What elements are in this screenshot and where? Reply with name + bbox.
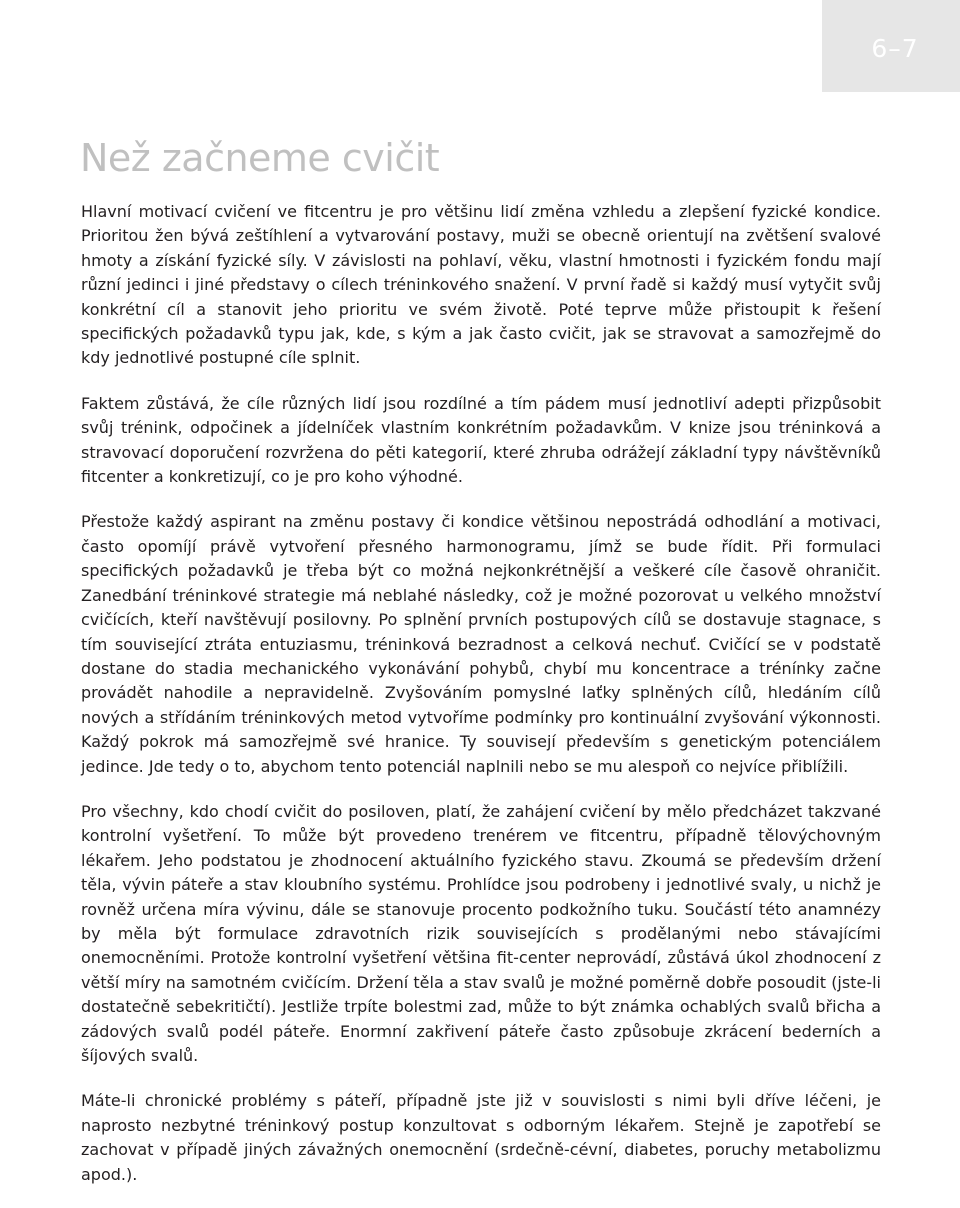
- paragraph-individual-goals: Faktem zůstává, že cíle různých lidí jsou rozdílné a tím pádem musí jednotliví adepti přizpůsobit svůj trénink, odpočinek a jídelníček vlastním konkrétním požadavkům. V knize jsou tréninková a stravovací doporučení rozvržena do pěti kategorií, které zhruba odrážejí základní typy návštěvníků fitcenter a konkretizují, co je pro koho výhodné.: [81, 393, 881, 487]
- paragraph-medical-check: Pro všechny, kdo chodí cvičit do posiloven, platí, že zahájení cvičení by mělo předcházet takzvané kontrolní vyšetření. To může být provedeno trenérem ve fitcentru, případně tělovýchovným lékařem. Jeho podstatou je zhodnocení aktuálního fyzického stavu. Zkoumá se především držení těla, vývin páteře a stav kloubního systému. Prohlídce jsou podrobeny i jednotlivé svaly, u nichž je rovněž určena míra vývinu, dále se stanovuje procento podkožního tuku. Součástí této anamnézy by měla být formulace zdravotních rizik souvisejících s prodělanými nebo stávajícími onemocněními. Protože kontrolní vyšetření většina fit-center neprovádí, zůstává úkol zhodnocení z větší míry na samotném cvičícím. Držení těla a stav svalů je možné poměrně dobře posoudit (jste-li dostatečně sebekritičtí). Jestliže trpíte bolestmi zad, může to být známka ochablých svalů břicha a zádových svalů podél páteře. Enormní zakřivení páteře často způsobuje zkrácení bederních a šíjových svalů.: [81, 801, 881, 1065]
- paragraph-motivation: Hlavní motivací cvičení ve fitcentru je pro většinu lidí změna vzhledu a zlepšení fyzické kondice. Prioritou žen bývá zeštíhlení a vytvarování postavy, muži se obecně orientují na zvětšení svalové hmoty a získání fyzické síly. V závislosti na pohlaví, věku, vlastní hmotnosti i fyzickém fondu mají různí jedinci i jiné představy o cílech tréninkového snažení. V první řadě si každý musí vytyčit svůj konkrétní cíl a stanovit jeho prioritu ve svém životě. Poté teprve může přistoupit k řešení specifických požadavků typu jak, kde, s kým a jak často cvičit, jak se stravovat a samozřejmě do kdy jednotlivé postupné cíle splnit.: [81, 202, 881, 368]
- body-text: [81, 200, 881, 1208]
- paragraph-training-strategy: Přestože každý aspirant na změnu postavy či kondice většinou nepostrádá odhodlání a motivaci, často opomíjí právě vytvoření přesného harmonogramu, jímž se bude řídit. Při formulaci specifických požadavků je třeba být co možná nejkonkrétnější a veškeré cíle časově ohraničit. Zanedbání tréninkové strategie má neblahé následky, což je možné pozorovat u velkého množství cvičících, kteří navštěvují posilovny. Po splnění prvních postupových cílů se dostavuje stagnace, s tím související ztráta entuziasmu, tréninková bezradnost a celková nechuť. Cvičící se v podstatě dostane do stadia mechanického vykonávání pohybů, chybí mu koncentrace a trénínky začne provádět nahodile a nepravidelně. Zvyšováním pomyslné laťky splněných cílů, hledáním cílů nových a střídáním tréninkových metod vytvoříme podmínky pro kontinuální zvyšování výkonnosti. Každý pokrok má samozřejmě své hranice. Ty souvisejí především s genetickým potenciálem jedince. Jde tedy o to, abychom tento potenciál naplnili nebo se mu alespoň co nejvíce přiblížili.: [81, 512, 881, 776]
- page-number: 6–7: [871, 33, 919, 63]
- paragraph-chronic-problems: Máte-li chronické problémy s páteří, případně jste již v souvislosti s nimi byli dříve léčeni, je naprosto nezbytné tréninkový postup konzultovat s odborným lékařem. Stejně je zapotřebí se zachovat v případě jiných závažných onemocnění (srdečně-cévní, diabetes, poruchy metabolizmu apod.).: [81, 1091, 881, 1184]
- page-number-tab: [822, 0, 960, 92]
- chapter-title: Než začneme cvičit: [80, 136, 440, 180]
